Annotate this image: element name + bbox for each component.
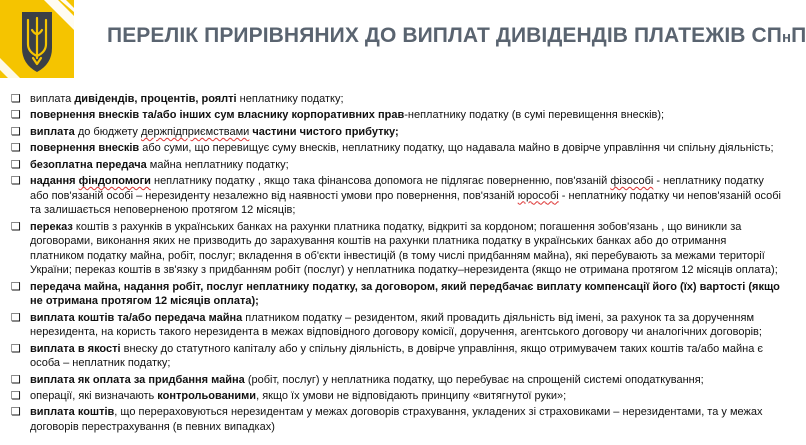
- bullet-icon: ❑: [11, 219, 21, 233]
- list-item: ❑ виплата як оплата за придбання майна (робіт, послуг) у неплатника податку, що перебуває на спрощеній системі оподаткування;: [11, 372, 704, 386]
- list-item: ❑ виплата до бюджету держпідприємствами частини чистого прибутку;: [11, 124, 399, 138]
- bullet-icon: ❑: [11, 173, 21, 187]
- bullet-icon: ❑: [11, 341, 21, 355]
- bullet-icon: ❑: [11, 389, 21, 403]
- bullet-icon: ❑: [11, 124, 21, 138]
- bullet-icon: ❑: [11, 279, 21, 293]
- payments-list: [11, 92, 783, 436]
- list-item: ❑ передача майна, надання робіт, послуг неплатнику податку, за договором, який передбачає виплату компенсації його (їх) вартості (якщо не отримана протягом 12 місяців оплата);: [11, 279, 780, 308]
- bullet-icon: ❑: [11, 157, 21, 171]
- page-title: ПЕРЕЛІК ПРИРІВНЯНИХ ДО ВИПЛАТ ДИВІДЕНДІВ ПЛАТЕЖІВ СПнП: [107, 24, 806, 47]
- bullet-icon: ❑: [11, 108, 21, 122]
- bullet-icon: ❑: [11, 310, 21, 324]
- list-item: ❑ виплата коштів та/або передача майна платником податку – резидентом, який провадить діяльність від імені, за рахунок та за дорученням нерезидента, на користь такого нерезидента в межах відповідного договору комісії, доручення, агентського договору чи аналогічних договорів;: [11, 310, 762, 339]
- list-item: ❑ операції, які визначають контрольованими, якщо їх умови не відповідають принципу «витягнутої руки»;: [11, 389, 567, 403]
- list-item: ❑ безоплатна передача майна неплатнику податку;: [11, 157, 289, 171]
- list-item: ❑ виплата дивідендів, процентів, роялті неплатнику податку;: [11, 92, 344, 105]
- list-item: ❑ переказ коштів з рахунків в українських банках на рахунки платника податку, відкриті за кордоном; погашення зобов'язань , що виникли за договорами, виконання яких не призводить до зарахування коштів на рахунки платника податку в українських банках або до отримання платником податку майна, робіт, послуг; вкладення в об'єкти інвестицій (в тому числі придбанням майна), які перебувають за межами території України; переказ коштів в зв'язку з придбанням робіт (послуг) у неплатника податку–нерезидента (якщо не отримана протягом 12 місяців оплата);: [11, 219, 778, 277]
- bullet-icon: ❑: [11, 92, 21, 105]
- list-item: ❑ виплата коштів, що перераховуються нерезидентам у межах договорів страхування, укладених зі страховиками – нерезидентами, та у межах договорів перестрахування (в певних випадках): [11, 405, 763, 434]
- bullet-icon: ❑: [11, 405, 21, 419]
- bullet-icon: ❑: [11, 372, 21, 386]
- list-item: ❑ надання фіндопомоги неплатнику податку , якщо така фінансова допомога не підлягає поверненню, пов'язаній фізособі - неплатнику податку або пов'язаній особі – нерезиденту незалежно від наявності умови про повернення, пов'язаній юрособі - неплатнику податку чи непов'язаній особі та залишається неповерненою протягом 12 місяців;: [11, 173, 781, 217]
- list-item: ❑ повернення внесків та/або інших сум власнику корпоративних прав-неплатнику податку (в сумі перевищення внесків);: [11, 108, 665, 122]
- list-item: ❑ повернення внесків або суми, що перевищує суму внесків, неплатнику податку, що надавала майно в довірче управління чи спільну діяльність;: [11, 141, 774, 155]
- list-item: ❑ виплата в якості внеску до статутного капіталу або у спільну діяльність, в довірче управління, якщо отримувачем таких коштів та/або майна є особа – неплатник податку;: [11, 341, 763, 370]
- bullet-icon: ❑: [11, 141, 21, 155]
- logo-block: [0, 0, 74, 78]
- trident-icon: [0, 0, 74, 78]
